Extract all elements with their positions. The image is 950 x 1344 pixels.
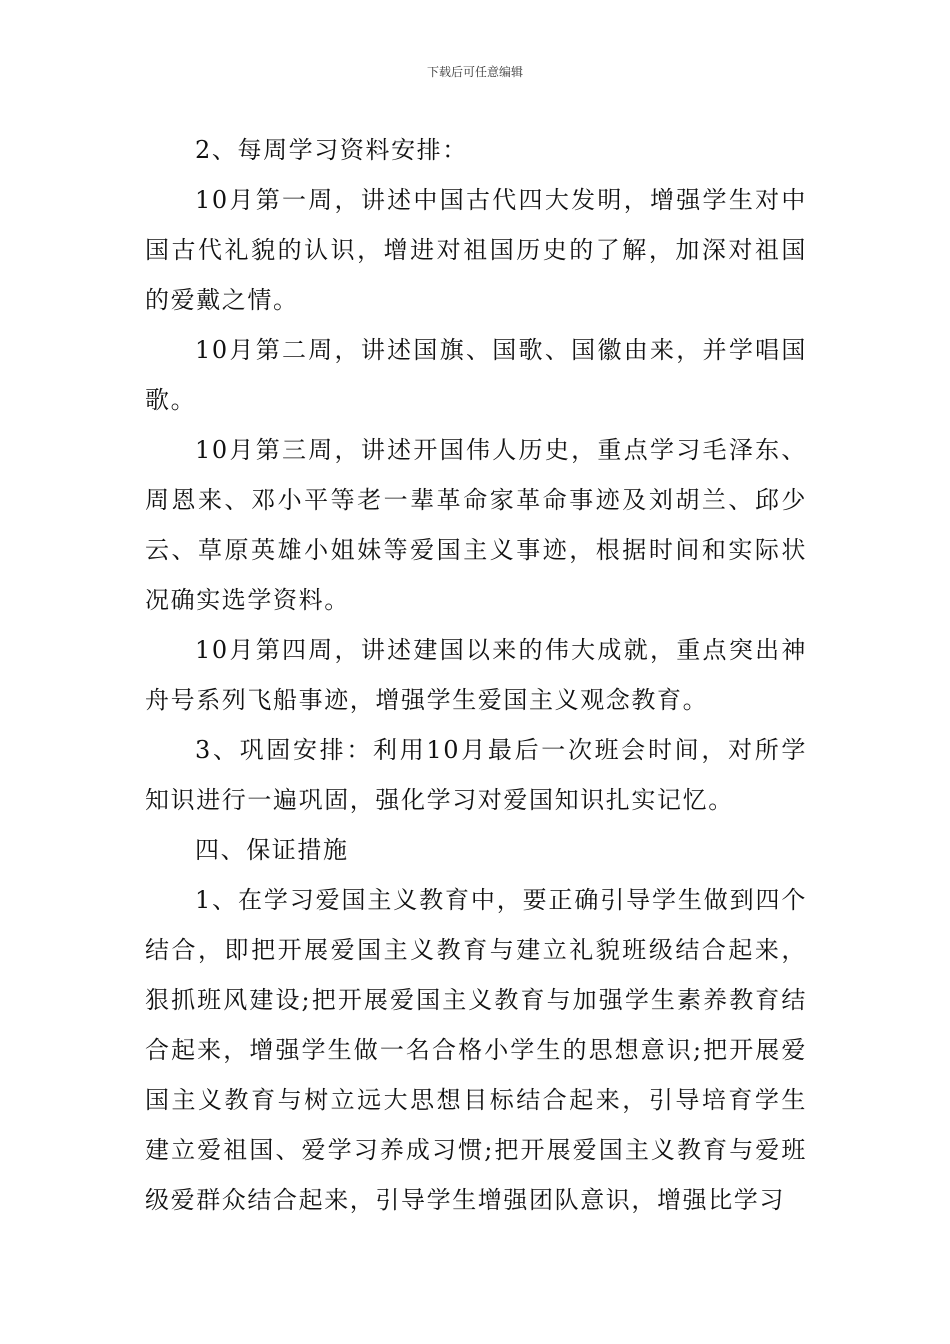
paragraph-weekly-schedule-heading: 2、每周学习资料安排：: [195, 136, 468, 164]
paragraph-consolidation: 3、巩固安排：利用10月最后一次班会时间，对所学知识进行一遍巩固，强化学习对爱国知识扎实记忆。: [145, 736, 807, 814]
paragraph-week-four: 10月第四周，讲述建国以来的伟大成就，重点突出神舟号系列飞船事迹，增强学生爱国主义观念教育。: [145, 636, 807, 714]
document-body: [145, 125, 807, 1225]
paragraph-measure-one: 1、在学习爱国主义教育中，要正确引导学生做到四个结合，即把开展爱国主义教育与建立礼貌班级结合起来，狠抓班风建设;把开展爱国主义教育与加强学生素养教育结合起来，增强学生做一名合格小学生的思想意识;把开展爱国主义教育与树立远大思想目标结合起来，引导培育学生建立爱祖国、爱学习养成习惯;把开展爱国主义教育与爱班级爱群众结合起来，引导学生增强团队意识，增强比学习: [145, 886, 807, 1214]
page-header: 下载后可任意编辑: [426, 65, 523, 79]
paragraph-week-three: 10月第三周，讲述开国伟人历史，重点学习毛泽东、周恩来、邓小平等老一辈革命家革命事迹及刘胡兰、邱少云、草原英雄小姐妹等爱国主义事迹，根据时间和实际状况确实选学资料。: [145, 436, 807, 614]
paragraph-week-two: 10月第二周，讲述国旗、国歌、国徽由来，并学唱国歌。: [145, 336, 807, 414]
section-heading-guarantee: 四、保证措施: [195, 836, 349, 864]
paragraph-week-one: 10月第一周，讲述中国古代四大发明，增强学生对中国古代礼貌的认识，增进对祖国历史的了解，加深对祖国的爱戴之情。: [145, 186, 807, 314]
